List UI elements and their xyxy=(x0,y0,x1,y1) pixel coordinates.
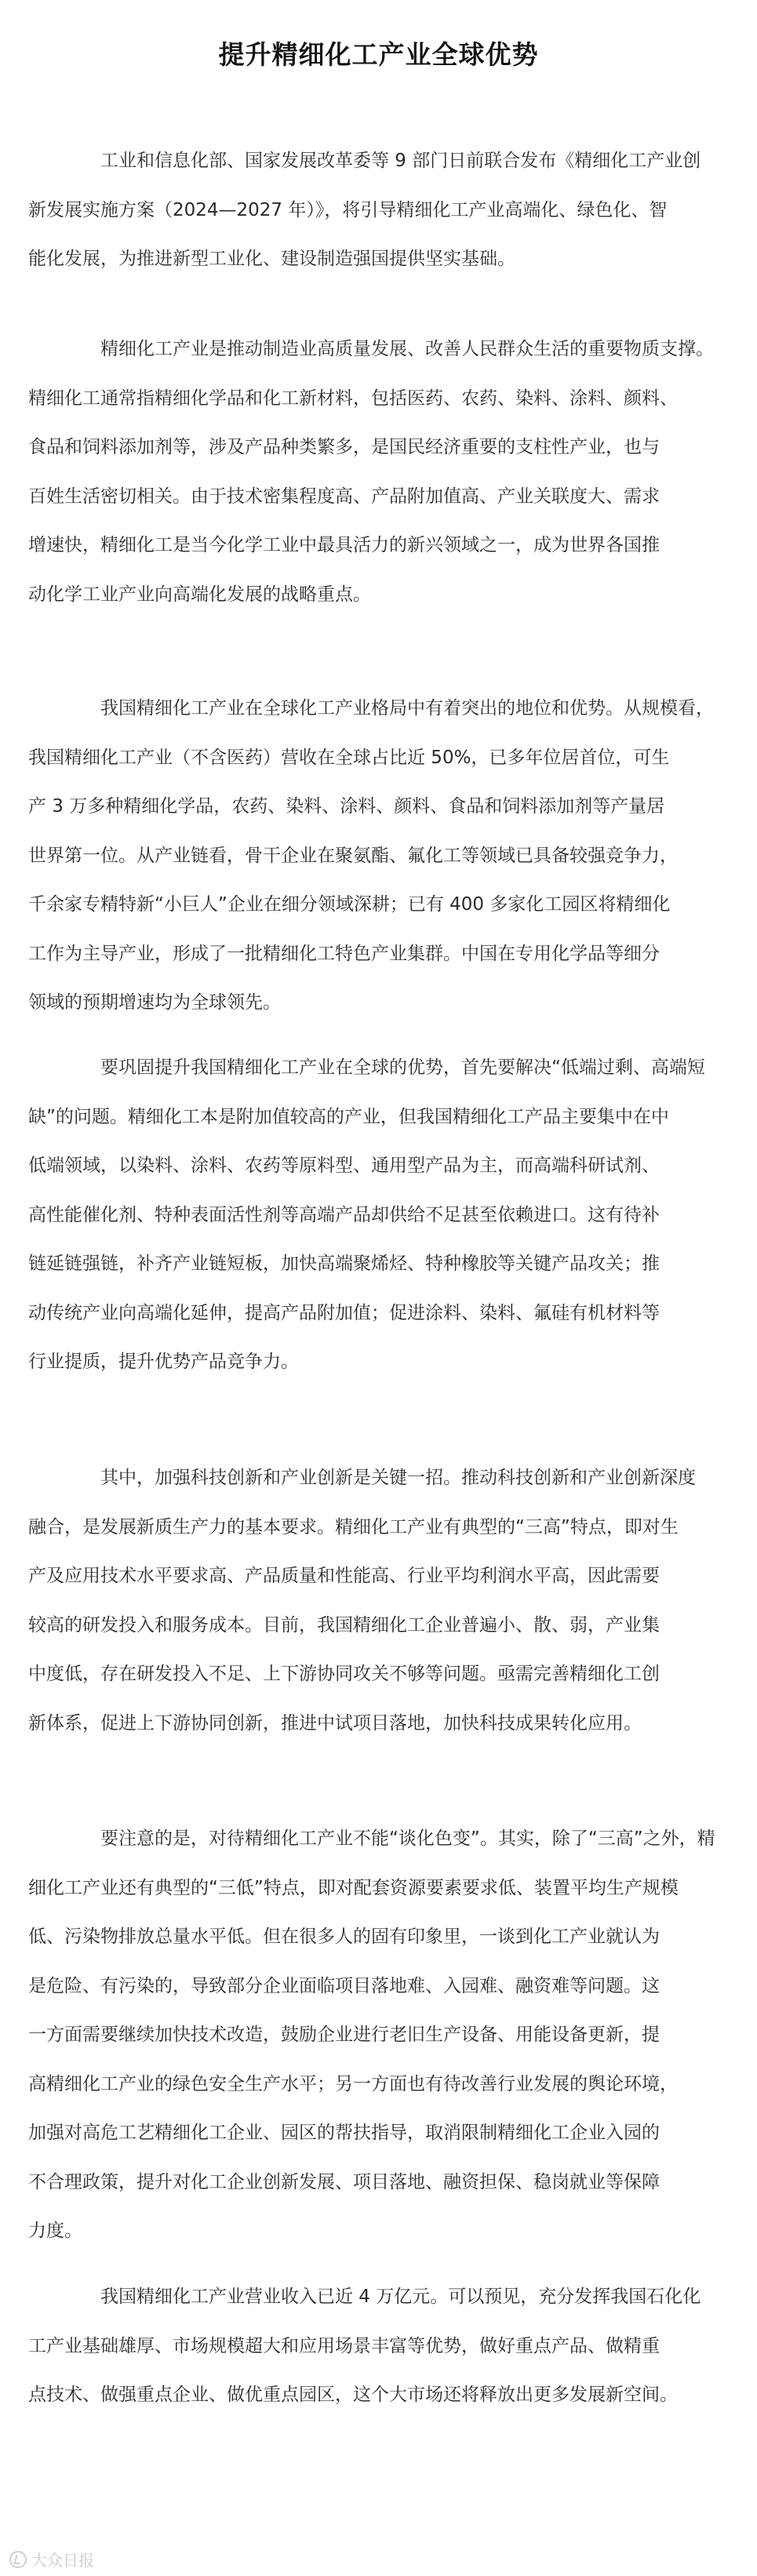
paragraph-line: 一方面需要继续加快技术改造，鼓励企业进行老旧生产设备、用能设备更新，提 xyxy=(28,2025,660,2045)
paragraph-line: 融合，是发展新质生产力的基本要求。精细化工产业有典型的“三高”特点，即对生 xyxy=(28,1516,679,1537)
paragraph-line: 千余家专精特新“小巨人”企业在细分领域深耕；已有 400 多家化工园区将精细化 xyxy=(28,894,671,915)
paragraph-line: 我国精细化工产业在全球化工产业格局中有着突出的地位和优势。从规模看， xyxy=(100,698,714,719)
paragraph-line: 不合理政策，提升对化工企业创新发展、项目落地、融资担保、稳岗就业等保障 xyxy=(28,2171,660,2192)
source-watermark xyxy=(9,2548,94,2571)
paragraph-line: 是危险、有污染的，导致部分企业面临项目落地难、入园难、融资难等问题。这 xyxy=(28,1975,660,1996)
paragraph-line: 精细化工产业是推动制造业高质量发展、改善人民群众生活的重要物质支撑。 xyxy=(100,339,714,359)
paragraph-line: 领域的预期增速均为全球领先。 xyxy=(28,992,281,1013)
paragraph-line: 低端领域，以染料、涂料、农药等原料型、通用型产品为主，而高端科研试剂、 xyxy=(28,1155,660,1176)
paragraph-4 xyxy=(28,1043,733,1387)
paragraph-line: 动传统产业向高端化延伸，提高产品附加值；促进涂料、染料、氟硅有机材料等 xyxy=(28,1302,660,1323)
paragraph-line: 较高的研发投入和服务成本。目前，我国精细化工企业普遍小、散、弱，产业集 xyxy=(28,1614,660,1635)
paragraph-line: 要巩固提升我国精细化工产业在全球的优势，首先要解决“低端过剩、高端短 xyxy=(100,1057,705,1078)
paragraph-line: 工产业基础雄厚、市场规模超大和应用场景丰富等优势，做好重点产品、做精重 xyxy=(28,2335,660,2356)
paragraph-line: 世界第一位。从产业链看，骨干企业在聚氨酯、氟化工等领域已具备较强竞争力， xyxy=(28,845,678,866)
article-title: 提升精细化工产业全球优势 xyxy=(218,39,539,70)
paragraph-line: 产 3 万多种精细化学品，农药、染料、涂料、颜料、食品和饲料添加剂等产量居 xyxy=(28,796,665,817)
paragraph-line: 精细化工通常指精细化学品和化工新材料，包括医药、农药、染料、涂料、颜料、 xyxy=(28,387,678,409)
paragraph-line: 我国精细化工产业（不含医药）营收在全球占比近 50%，已多年位居首位，可生 xyxy=(28,747,670,768)
paragraph-line: 其中，加强科技创新和产业创新是关键一招。推动科技创新和产业创新深度 xyxy=(100,1468,696,1488)
paragraph-line: 产及应用技术水平要求高、产品质量和性能高、行业平均利润水平高，因此需要 xyxy=(28,1566,660,1586)
paragraph-line: 要注意的是，对待精细化工产业不能“谈化色变”。其实，除了“三高”之外，精 xyxy=(100,1828,715,1849)
paragraph-line: 行业提质，提升优势产品竞争力。 xyxy=(28,1352,299,1372)
paragraph-line: 食品和饲料添加剂等，涉及产品种类繁多，是国民经济重要的支柱性产业，也与 xyxy=(28,437,660,457)
paragraph-3 xyxy=(28,684,733,1028)
paragraph-line: 我国精细化工产业营业收入已近 4 万亿元。可以预见，充分发挥我国石化化 xyxy=(100,2287,701,2307)
paragraph-line: 高性能催化剂、特种表面活性剂等高端产品却供给不足甚至依赖进口。这有待补 xyxy=(28,1204,660,1225)
paragraph-2 xyxy=(28,325,733,619)
paragraph-1 xyxy=(28,136,733,284)
paragraph-5 xyxy=(28,1454,733,1748)
watermark-text: 大众日报 xyxy=(31,2551,94,2570)
paragraph-line: 工作为主导产业，形成了一批精细化工特色产业集群。中国在专用化学品等细分 xyxy=(28,943,660,964)
paragraph-line: 新发展实施方案（2024—2027 年）》，将引导精细化工产业高端化、绿色化、智 xyxy=(28,199,668,220)
paragraph-line: 百姓生活密切相关。由于技术密集程度高、产品附加值高、产业关联度大、需求 xyxy=(28,486,660,507)
paragraph-line: 中度低，存在研发投入不足、上下游协同攻关不够等问题。亟需完善精细化工创 xyxy=(28,1664,660,1684)
paragraph-line: 点技术、做强重点企业、做优重点园区，这个大市场还将释放出更多发展新空间。 xyxy=(28,2385,678,2405)
paragraph-line: 增速快，精细化工是当今化学工业中最具活力的新兴领域之一，成为世界各国推 xyxy=(28,535,660,555)
paragraph-line: 缺”的问题。精细化工本是附加值较高的产业，但我国精细化工产品主要集中在中 xyxy=(28,1106,669,1127)
paragraph-line: 动化学工业产业向高端化发展的战略重点。 xyxy=(28,584,371,605)
paragraph-line: 链延链强链，补齐产业链短板，加快高端聚烯烃、特种橡胶等关键产品攻关；推 xyxy=(28,1253,660,1274)
paragraph-6 xyxy=(28,1814,733,2256)
paragraph-line: 力度。 xyxy=(28,2221,82,2241)
paragraph-line: 高精细化工产业的绿色安全生产水平；另一方面也有待改善行业发展的舆论环境， xyxy=(28,2073,678,2094)
weibo-logo-icon xyxy=(9,2551,27,2568)
paragraph-line: 低、污染物排放总量水平低。但在很多人的固有印象里，一谈到化工产业就认为 xyxy=(28,1927,660,1947)
paragraph-line: 能化发展，为推进新型工业化、建设制造强国提供坚实基础。 xyxy=(28,249,515,269)
paragraph-line: 细化工产业还有典型的“三低”特点，即对配套资源要素要求低、装置平均生产规模 xyxy=(28,1877,679,1898)
paragraph-line: 加强对高危工艺精细化工企业、园区的帮扶指导，取消限制精细化工企业入园的 xyxy=(28,2123,660,2143)
paragraph-line: 工业和信息化部、国家发展改革委等 9 部门日前联合发布《精细化工产业创 xyxy=(100,151,701,171)
paragraph-7 xyxy=(28,2272,733,2420)
paragraph-line: 新体系，促进上下游协同创新，推进中试项目落地，加快科技成果转化应用。 xyxy=(28,1712,642,1734)
